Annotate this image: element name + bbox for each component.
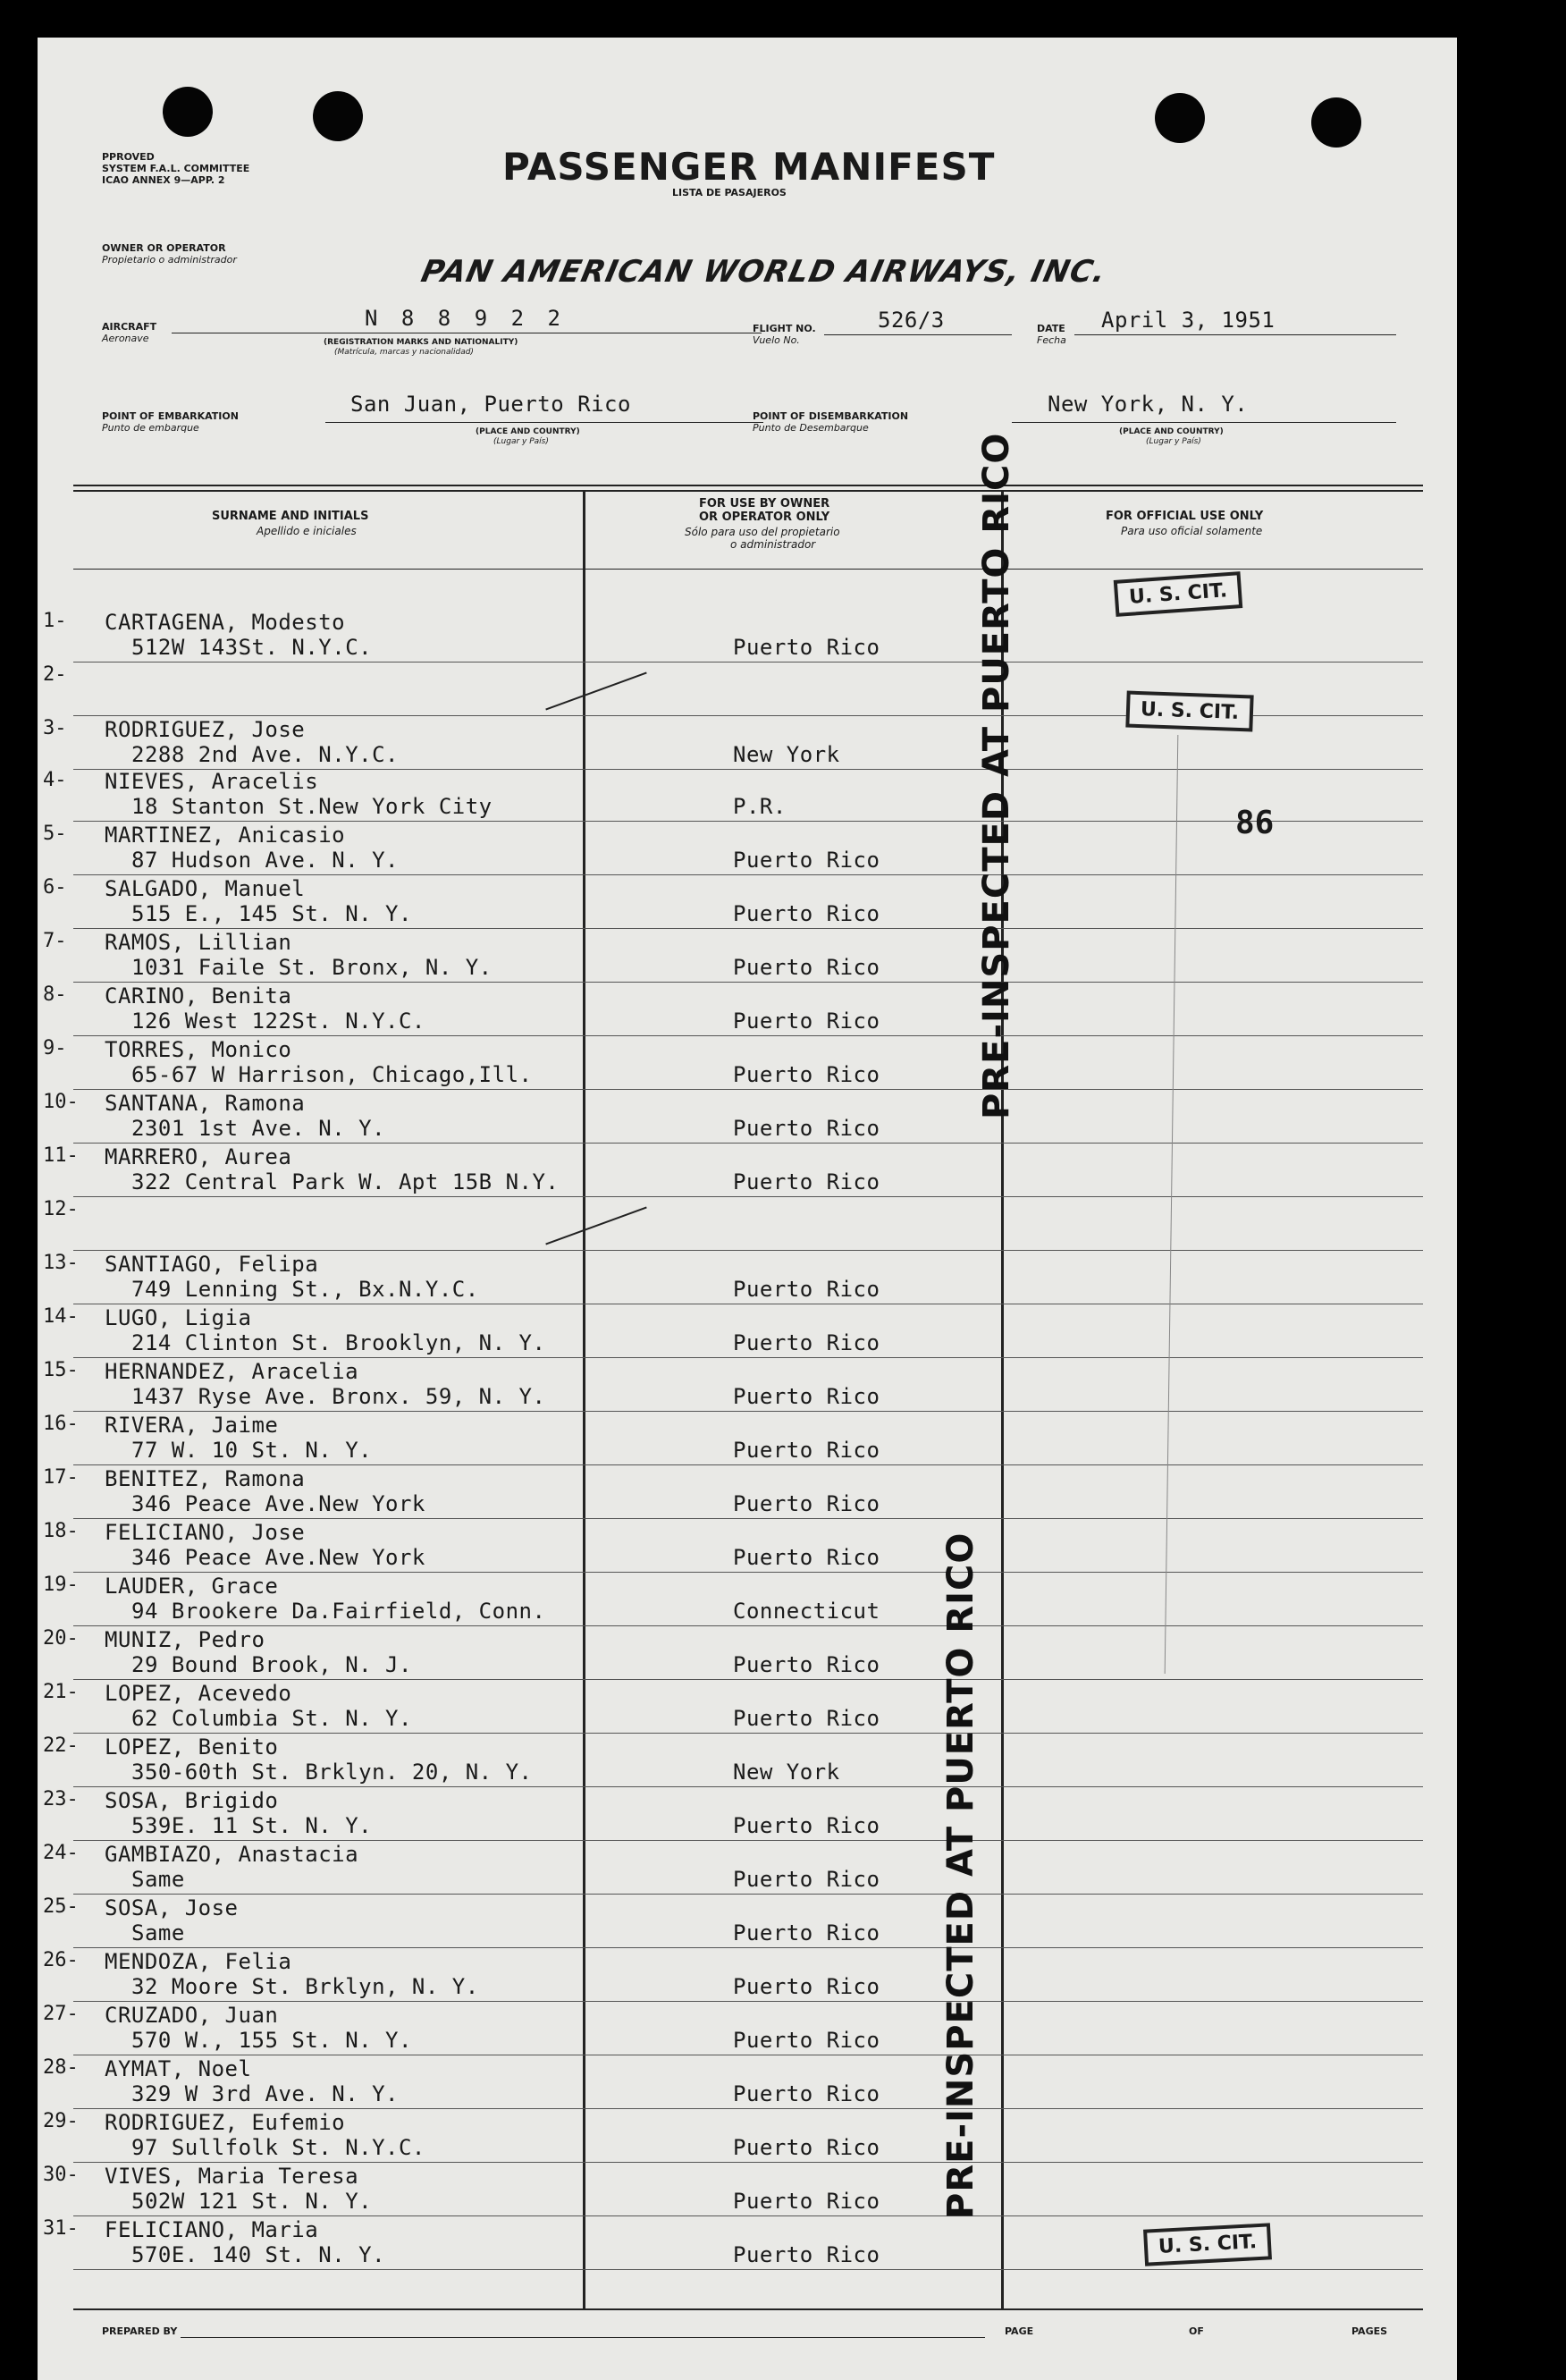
aircraft-label-es: Aeronave — [102, 333, 149, 344]
date-label: DATE — [1037, 323, 1065, 334]
passenger-name: MARRERO, Aurea — [105, 1144, 292, 1169]
passenger-destination: Puerto Rico — [733, 2081, 880, 2106]
passenger-destination: Puerto Rico — [733, 1384, 880, 1409]
passenger-name: NIEVES, Aracelis — [105, 769, 319, 794]
passenger-count: 86 — [1235, 805, 1275, 841]
passenger-destination: Puerto Rico — [733, 1062, 880, 1087]
passenger-name: SALGADO, Manuel — [105, 876, 306, 901]
row-number: 15- — [43, 1359, 79, 1381]
approval-line-3: ICAO ANNEX 9—APP. 2 — [102, 174, 225, 186]
header-bottom-rule — [73, 569, 1423, 570]
embark-underline — [325, 422, 763, 423]
passenger-destination: Puerto Rico — [733, 2189, 880, 2214]
flight-value: 526/3 — [878, 308, 945, 333]
date-label-es: Fecha — [1037, 334, 1066, 346]
passenger-name: LOPEZ, Acevedo — [105, 1681, 292, 1706]
passenger-destination: Puerto Rico — [733, 1706, 880, 1731]
passenger-destination: Puerto Rico — [733, 1813, 880, 1838]
owner-label-es: Propietario o administrador — [102, 254, 237, 266]
approval-line-2: SYSTEM F.A.L. COMMITTEE — [102, 163, 250, 174]
punch-hole — [1311, 97, 1361, 148]
passenger-name: FELICIANO, Maria — [105, 2217, 319, 2242]
passenger-address: 329 W 3rd Ave. N. Y. — [131, 2081, 399, 2106]
passenger-destination: Puerto Rico — [733, 635, 880, 660]
row-number: 2- — [43, 663, 67, 686]
row-rule — [73, 821, 1423, 822]
passenger-name: CARTAGENA, Modesto — [105, 610, 346, 635]
passenger-address: 502W 121 St. N. Y. — [131, 2189, 373, 2214]
column-header-owner-es-1: Sólo para uso del propietario — [685, 526, 840, 538]
passenger-name: SOSA, Jose — [105, 1895, 239, 1920]
row-rule — [73, 1250, 1423, 1251]
passenger-address: 214 Clinton St. Brooklyn, N. Y. — [131, 1330, 546, 1355]
passenger-address: 2301 1st Ave. N. Y. — [131, 1116, 386, 1141]
row-rule — [73, 1464, 1423, 1465]
flight-underline — [824, 334, 1012, 335]
flight-label-es: Vuelo No. — [753, 334, 800, 346]
column-header-owner-2: OR OPERATOR ONLY — [699, 511, 830, 524]
column-header-official: FOR OFFICIAL USE ONLY — [1106, 510, 1264, 523]
row-number: 20- — [43, 1627, 79, 1650]
passenger-address: 87 Hudson Ave. N. Y. — [131, 848, 399, 873]
preinspected-stamp: PRE-INSPECTED AT PUERTO RICO — [940, 1532, 981, 2219]
row-number: 21- — [43, 1681, 79, 1703]
disembark-underline — [1012, 422, 1396, 423]
passenger-destination: Puerto Rico — [733, 2242, 880, 2267]
passenger-destination: Puerto Rico — [733, 1116, 880, 1141]
row-number: 28- — [43, 2056, 79, 2079]
passenger-name: RODRIGUEZ, Eufemio — [105, 2110, 346, 2135]
passenger-name: LUGO, Ligia — [105, 1305, 252, 1330]
passenger-name: RIVERA, Jaime — [105, 1413, 279, 1438]
passenger-destination: Connecticut — [733, 1599, 880, 1624]
row-number: 23- — [43, 1788, 79, 1810]
passenger-destination: New York — [733, 742, 840, 767]
owner-label: OWNER OR OPERATOR — [102, 242, 226, 254]
row-rule — [73, 1947, 1423, 1948]
page-title: PASSENGER MANIFEST — [502, 145, 996, 189]
passenger-name: CRUZADO, Juan — [105, 2003, 279, 2028]
passenger-address: 62 Columbia St. N. Y. — [131, 1706, 412, 1731]
row-rule — [73, 1786, 1423, 1787]
row-rule — [73, 1679, 1423, 1680]
row-rule — [73, 874, 1423, 875]
passenger-address: 65-67 W Harrison, Chicago,Ill. — [131, 1062, 533, 1087]
passenger-address: 126 West 122St. N.Y.C. — [131, 1009, 425, 1034]
row-rule — [73, 1894, 1423, 1895]
passenger-destination: Puerto Rico — [733, 1545, 880, 1570]
row-rule — [73, 1625, 1423, 1626]
manifest-page — [38, 38, 1457, 2380]
row-rule — [73, 1411, 1423, 1412]
date-underline — [1074, 334, 1396, 335]
row-number: 9- — [43, 1037, 67, 1059]
us-cit-stamp: U. S. CIT. — [1114, 571, 1243, 617]
passenger-address: 18 Stanton St.New York City — [131, 794, 493, 819]
passenger-name: CARINO, Benita — [105, 983, 292, 1009]
punch-hole — [313, 91, 363, 141]
row-number: 10- — [43, 1091, 79, 1113]
passenger-destination: New York — [733, 1760, 840, 1785]
row-rule — [73, 2215, 1423, 2216]
passenger-address: Same — [131, 1867, 185, 1892]
passenger-destination: Puerto Rico — [733, 1974, 880, 1999]
row-number: 11- — [43, 1144, 79, 1167]
passenger-address: 1031 Faile St. Bronx, N. Y. — [131, 955, 493, 980]
column-header-official-es: Para uso oficial solamente — [1121, 525, 1263, 537]
aircraft-caption-es: (Matrícula, marcas y nacionalidad) — [334, 348, 474, 357]
disembark-value: New York, N. Y. — [1048, 392, 1249, 417]
passenger-destination: Puerto Rico — [733, 1920, 880, 1945]
row-number: 4- — [43, 769, 67, 791]
prepared-by-line — [181, 2337, 985, 2338]
passenger-destination: Puerto Rico — [733, 1277, 880, 1302]
passenger-address: 94 Brookere Da.Fairfield, Conn. — [131, 1599, 546, 1624]
passenger-address: 512W 143St. N.Y.C. — [131, 635, 373, 660]
row-rule — [73, 1840, 1423, 1841]
disembark-label-es: Punto de Desembarque — [753, 422, 869, 434]
row-rule — [73, 1035, 1423, 1036]
table-top-rule-2 — [73, 490, 1423, 492]
disembark-caption: (PLACE AND COUNTRY) — [1119, 427, 1224, 436]
passenger-destination: Puerto Rico — [733, 1330, 880, 1355]
punch-hole — [1155, 93, 1205, 143]
passenger-address: 77 W. 10 St. N. Y. — [131, 1438, 373, 1463]
row-rule — [73, 1089, 1423, 1090]
passenger-name: HERNANDEZ, Aracelia — [105, 1359, 359, 1384]
date-value: April 3, 1951 — [1101, 308, 1276, 333]
passenger-address: 1437 Ryse Ave. Bronx. 59, N. Y. — [131, 1384, 546, 1409]
passenger-name: MUNIZ, Pedro — [105, 1627, 265, 1652]
pencil-line — [1165, 735, 1179, 1674]
passenger-name: BENITEZ, Ramona — [105, 1466, 306, 1491]
of-label: OF — [1189, 2325, 1204, 2337]
row-rule — [73, 1143, 1423, 1144]
table-top-rule — [73, 485, 1423, 486]
table-bottom-rule — [73, 2308, 1423, 2310]
passenger-name: LOPEZ, Benito — [105, 1734, 279, 1760]
passenger-address: 749 Lenning St., Bx.N.Y.C. — [131, 1277, 479, 1302]
embark-caption: (PLACE AND COUNTRY) — [476, 427, 580, 436]
aircraft-caption: (REGISTRATION MARKS AND NATIONALITY) — [324, 338, 518, 347]
page-subtitle: LISTA DE PASAJEROS — [672, 187, 787, 198]
passenger-name: MARTINEZ, Anicasio — [105, 823, 346, 848]
row-number: 7- — [43, 930, 67, 952]
row-number: 1- — [43, 610, 67, 632]
row-number: 16- — [43, 1413, 79, 1435]
passenger-address: 346 Peace Ave.New York — [131, 1491, 425, 1516]
row-number: 26- — [43, 1949, 79, 1971]
row-number: 22- — [43, 1734, 79, 1757]
row-number: 5- — [43, 823, 67, 845]
row-rule — [73, 1196, 1423, 1197]
passenger-address: 346 Peace Ave.New York — [131, 1545, 425, 1570]
passenger-name: TORRES, Monico — [105, 1037, 292, 1062]
passenger-destination: Puerto Rico — [733, 2028, 880, 2053]
row-number: 17- — [43, 1466, 79, 1489]
passenger-name: SANTANA, Ramona — [105, 1091, 306, 1116]
passenger-destination: Puerto Rico — [733, 1867, 880, 1892]
passenger-address: Same — [131, 1920, 185, 1945]
approval-line-1: PPROVED — [102, 151, 155, 163]
row-number: 6- — [43, 876, 67, 899]
passenger-destination: Puerto Rico — [733, 2135, 880, 2160]
passenger-address: 322 Central Park W. Apt 15B N.Y. — [131, 1169, 560, 1194]
embark-label-es: Punto de embarque — [102, 422, 199, 434]
us-cit-stamp: U. S. CIT. — [1143, 2223, 1272, 2266]
passenger-destination: Puerto Rico — [733, 901, 880, 926]
column-header-owner-1: FOR USE BY OWNER — [699, 497, 830, 511]
passenger-address: 350-60th St. Brklyn. 20, N. Y. — [131, 1760, 533, 1785]
passenger-address: 570 W., 155 St. N. Y. — [131, 2028, 412, 2053]
owner-value: PAN AMERICAN WORLD AIRWAYS, INC. — [417, 254, 1110, 290]
passenger-name: VIVES, Maria Teresa — [105, 2164, 359, 2189]
passenger-name: SOSA, Brigido — [105, 1788, 279, 1813]
embark-value: San Juan, Puerto Rico — [350, 392, 631, 417]
row-number: 25- — [43, 1895, 79, 1918]
row-rule — [73, 2162, 1423, 2163]
passenger-name: SANTIAGO, Felipa — [105, 1252, 319, 1277]
aircraft-label: AIRCRAFT — [102, 321, 157, 333]
row-rule — [73, 2269, 1423, 2270]
row-rule — [73, 2001, 1423, 2002]
prepared-by-label: PREPARED BY — [102, 2325, 178, 2337]
disembark-label: POINT OF DISEMBARKATION — [753, 410, 909, 422]
passenger-address: 97 Sullfolk St. N.Y.C. — [131, 2135, 425, 2160]
column-header-names: SURNAME AND INITIALS — [212, 510, 369, 523]
row-number: 3- — [43, 717, 67, 739]
row-number: 29- — [43, 2110, 79, 2132]
column-divider-1 — [583, 490, 585, 2309]
row-rule — [73, 928, 1423, 929]
passenger-destination: Puerto Rico — [733, 1009, 880, 1034]
passenger-destination: Puerto Rico — [733, 1491, 880, 1516]
passenger-address: 2288 2nd Ave. N.Y.C. — [131, 742, 399, 767]
passenger-address: 539E. 11 St. N. Y. — [131, 1813, 373, 1838]
disembark-caption-es: (Lugar y País) — [1146, 437, 1201, 446]
row-rule — [73, 2108, 1423, 2109]
preinspected-stamp: PRE-INSPECTED AT PUERTO RICO — [976, 432, 1017, 1119]
row-rule — [73, 662, 1423, 663]
passenger-name: RODRIGUEZ, Jose — [105, 717, 306, 742]
row-number: 19- — [43, 1574, 79, 1596]
row-number: 18- — [43, 1520, 79, 1542]
column-header-owner-es-2: o administrador — [730, 538, 816, 551]
row-number: 24- — [43, 1842, 79, 1864]
row-rule — [73, 1357, 1423, 1358]
passenger-name: FELICIANO, Jose — [105, 1520, 306, 1545]
row-rule — [73, 982, 1423, 983]
passenger-name: GAMBIAZO, Anastacia — [105, 1842, 359, 1867]
passenger-destination: P.R. — [733, 794, 787, 819]
passenger-name: RAMOS, Lillian — [105, 930, 292, 955]
row-number: 12- — [43, 1198, 79, 1220]
passenger-destination: Puerto Rico — [733, 1438, 880, 1463]
passenger-name: LAUDER, Grace — [105, 1574, 279, 1599]
passenger-destination: Puerto Rico — [733, 1652, 880, 1677]
column-header-names-es: Apellido e iniciales — [257, 525, 357, 537]
us-cit-stamp: U. S. CIT. — [1125, 691, 1253, 732]
embark-caption-es: (Lugar y País) — [493, 437, 549, 446]
flight-label: FLIGHT NO. — [753, 323, 816, 334]
blank-row-slash — [545, 1207, 646, 1245]
row-number: 27- — [43, 2003, 79, 2025]
passenger-destination: Puerto Rico — [733, 955, 880, 980]
passenger-address: 515 E., 145 St. N. Y. — [131, 901, 412, 926]
passenger-destination: Puerto Rico — [733, 1169, 880, 1194]
passenger-address: 29 Bound Brook, N. J. — [131, 1652, 412, 1677]
row-rule — [73, 1572, 1423, 1573]
passenger-address: 32 Moore St. Brklyn, N. Y. — [131, 1974, 479, 1999]
passenger-destination: Puerto Rico — [733, 848, 880, 873]
passenger-name: MENDOZA, Felia — [105, 1949, 292, 1974]
blank-row-slash — [545, 672, 646, 711]
pages-label: PAGES — [1351, 2325, 1388, 2337]
row-number: 30- — [43, 2164, 79, 2186]
passenger-address: 570E. 140 St. N. Y. — [131, 2242, 386, 2267]
row-number: 14- — [43, 1305, 79, 1328]
row-number: 13- — [43, 1252, 79, 1274]
row-rule — [73, 1733, 1423, 1734]
row-rule — [73, 1518, 1423, 1519]
row-number: 8- — [43, 983, 67, 1006]
page-label: PAGE — [1005, 2325, 1034, 2337]
row-number: 31- — [43, 2217, 79, 2240]
punch-hole — [163, 87, 213, 137]
embark-label: POINT OF EMBARKATION — [102, 410, 239, 422]
aircraft-value: N 8 8 9 2 2 — [365, 306, 566, 331]
passenger-name: AYMAT, Noel — [105, 2056, 252, 2081]
